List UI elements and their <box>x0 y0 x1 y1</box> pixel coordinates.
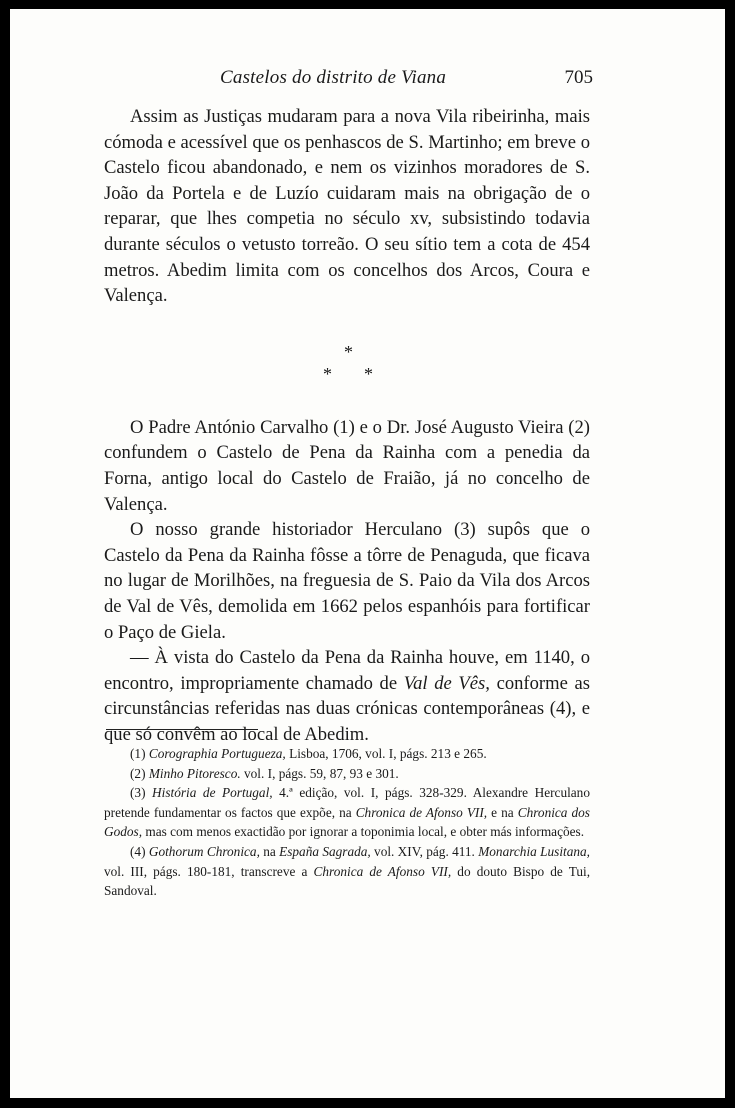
asterisk-icon: * <box>323 363 332 384</box>
footnote-text: mas com menos exactidão por ignorar a toponimia local, e obter más informações. <box>142 824 585 840</box>
footnote-text: vol. III, págs. 180-181, transcreve a <box>104 863 314 879</box>
paragraph-4-start: — À vista do Castelo da Pena da Rainha houve, em 1140, o encontro, impropriamente chamado de <box>104 647 590 694</box>
paragraph-2: O Padre António Carvalho (1) e o Dr. José Augusto Vieira (2) confundem o Castelo de Pena da Rainha com a penedia da Forna, antigo local do Castelo de Fraião, já no concelho de Valença. <box>104 416 590 515</box>
asterism <box>104 335 590 385</box>
footnote-title: Chronica dos Godos, <box>104 804 590 840</box>
footnote-number: (4) <box>130 843 149 859</box>
page-number: 705 <box>564 67 593 88</box>
footnote-text: na <box>259 843 280 859</box>
footnote-divider <box>106 729 258 730</box>
footnotes <box>104 744 590 901</box>
footnote-text: vol. I, págs. 59, 87, 93 e 301. <box>240 765 399 781</box>
paragraph-4-end: conforme as circunstâncias referidas nas duas crónicas contemporâneas (4), e que só convêm ao local de Abedim. <box>104 672 590 745</box>
asterisk-icon: * <box>344 341 353 362</box>
footnote-title: Corographia Portugueza, <box>148 746 286 761</box>
footnote-title: Monarchia Lusitana, <box>478 843 590 859</box>
footnote-title: España Sagrada, <box>279 843 371 859</box>
footnote-text: 4.ª edição, vol. I, págs. 328-329. Alexandre Herculano pretende fundamentar os factos que expõe, na <box>104 785 590 820</box>
place-name-italic: Val de Vês, <box>403 672 490 694</box>
footnote-number: (1) <box>130 746 149 761</box>
footnote-title: Chronica de Afonso VII, <box>313 863 452 879</box>
paragraph-3: O nosso grande historiador Herculano (3) supôs que o Castelo da Pena da Rainha fôsse a tôrre de Penaguda, que ficava no lugar de Morilhões, na freguesia de S. Paio da Vila dos Arcos de Val de Vês, demolida em 1662 pelos espanhóis para fortificar o Paço de Giela. <box>104 519 590 643</box>
book-page <box>10 9 725 1098</box>
paragraph-1: Assim as Justiças mudaram para a nova Vila ribeirinha, mais cómoda e acessível que os penhascos de S. Martinho; em breve o Castelo ficou abandonado, e nem os vizinhos moradores de S. João da Portela e de Luzío cuidaram mais na obrigação de o reparar, que lhes competia no século xv, subsistindo todavia durante séculos o vetusto torreão. O seu sítio tem a cota de 454 metros. Abedim limita com os concelhos dos Arcos, Coura e Valença. <box>104 106 590 307</box>
running-title: Castelos do distrito de Viana <box>220 67 447 88</box>
footnote-1 <box>104 744 590 764</box>
footnote-title: Chronica de Afonso VII, <box>355 804 488 820</box>
footnote-number: (3) <box>130 785 153 801</box>
footnote-3 <box>104 783 590 842</box>
footnote-text: e na <box>487 804 518 820</box>
page-header <box>10 67 725 97</box>
asterisk-icon: * <box>364 363 373 384</box>
footnote-text: vol. XIV, pág. 411. <box>370 843 479 859</box>
body-text <box>104 104 590 747</box>
footnote-title: Minho Pitoresco. <box>148 765 241 781</box>
footnote-4 <box>104 842 590 901</box>
footnote-title: História de Portugal, <box>152 785 273 801</box>
footnote-text: do douto Bispo de Tui, Sandoval. <box>104 863 591 899</box>
footnote-title: Gothorum Chronica, <box>148 843 260 859</box>
footnote-number: (2) <box>130 765 149 781</box>
paragraph-4 <box>104 645 590 747</box>
footnote-2 <box>104 764 590 784</box>
footnote-text: Lisboa, 1706, vol. I, págs. 213 e 265. <box>285 746 487 761</box>
